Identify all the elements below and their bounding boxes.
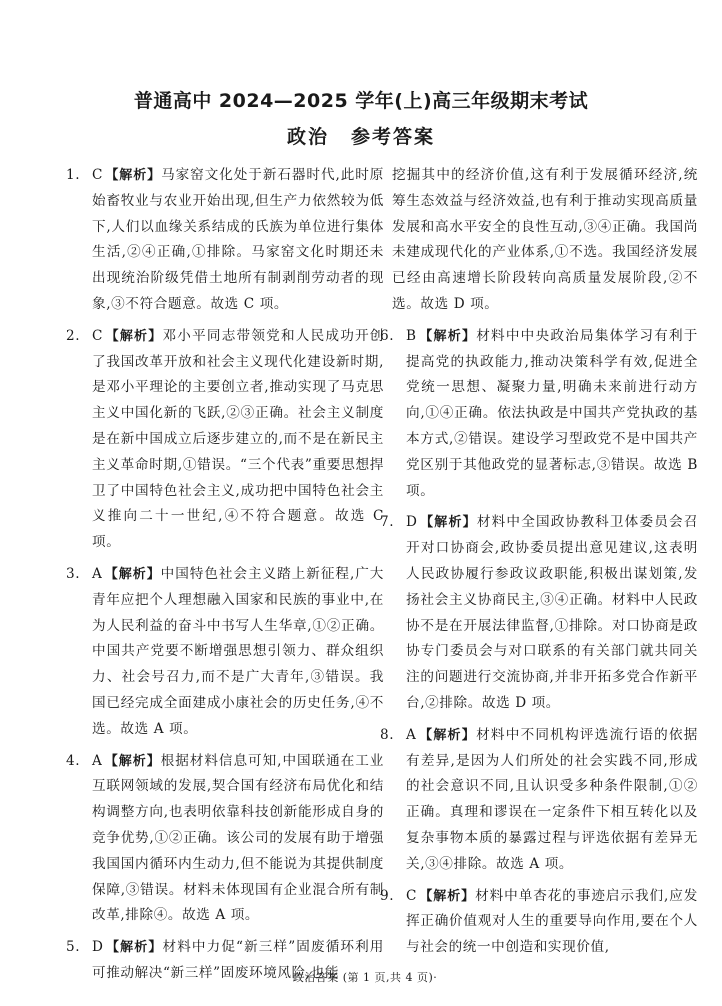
question-number: 3. [66,565,81,582]
analysis-tag: 【解析】 [419,888,476,904]
answer-item [380,884,698,961]
answer-letter: C [406,887,418,904]
question-number: 6. [380,327,395,344]
question-number: 4. [66,752,81,769]
answer-letter: A [92,752,103,769]
question-number: 7. [380,514,395,531]
question-number: 9. [380,887,395,904]
analysis-tag: 【解析】 [418,328,477,344]
analysis-tag: 【解析】 [105,328,163,344]
answer-item [66,324,385,556]
question-number: 1. [66,167,81,183]
answer-item [66,749,385,930]
answer-letter: D [406,514,418,531]
page-footer: · 政治答案 (第 1 页,共 4 页)· [284,971,438,984]
question-number: 8. [380,726,395,743]
answer-letter: B [406,327,417,344]
analysis-tag: 【解析】 [418,727,477,743]
answer-item [392,163,698,318]
right-column [380,163,699,967]
analysis-tag: 【解析】 [419,515,477,531]
page-subtitle [0,122,722,149]
question-number: 2. [66,327,81,344]
analysis-tag: 【解析】 [104,566,161,582]
answer-item [66,163,384,318]
explanation-text: 马家窑文化处于新石器时代,此时原始畜牧业与农业开始出现,但生产力依然较为低下,人们以血缘关系结成的氏族为单位进行集体生活,②④正确,①排除。马家窑文化时期还未出现统治阶级凭借土地所有制剥削劳动者的现象,③不符合题意。故选 C 项。 [92,167,384,312]
question-number: 5. [66,939,81,956]
answer-letter: A [406,726,417,743]
analysis-tag: 【解析】 [105,940,163,956]
answer-letter: D [92,939,104,956]
explanation-text: 挖掘其中的经济价值,这有利于发展循环经济,统筹生态效益与经济效益,也有利于推动实现高质量发展和高水平安全的良性互动,③④正确。我国尚未建成现代化的产业体系,①不选。我国经济发展已经由高速增长阶段转向高质量发展阶段,②不选。故选 D 项。 [392,167,698,312]
left-column [66,163,385,993]
explanation-text: 材料中中央政治局集体学习有利于提高党的执政能力,推动决策科学有效,促进全党统一思想、凝聚力量,明确未来前进行动方向,①④正确。依法执政是中国共产党执政的基本方式,②错误。建设学习型政党不是中国共产党区别于其他政党的显著标志,③错误。故选 B 项。 [406,327,699,499]
answer-item [380,723,699,878]
explanation-text: 根据材料信息可知,中国联通在工业互联网领域的发展,契合国有经济布局优化和结构调整方向,也表明依靠科技创新能形成自身的竞争优势,①②正确。该公司的发展有助于增强我国国内循环内生动力,但不能说为其提供制度保障,③错误。材料未体现国有企业混合所有制改革,排除④。故选 A 项。 [92,752,385,924]
explanation-text: 材料中全国政协教科卫体委员会召开对口协商会,政协委员提出意见建议,这表明人民政协履行参政议政职能,积极出谋划策,发扬社会主义协商民主,③④正确。材料中人民政协不是在开展法律监督,①排除。对口协商是政协专门委员会与对口联系的有关部门就共同关注的问题进行交流协商,并非开拓多党合作新平台,②排除。故选 D 项。 [406,514,699,711]
subtitle-label: 参考答案 [351,126,436,148]
answer-letter: A [92,565,103,582]
analysis-tag: 【解析】 [104,753,161,769]
page-title: 普通高中 2024—2025 学年(上)高三年级期末考试 [133,90,589,112]
explanation-text: 邓小平同志带领党和人民成功开创了我国改革开放和社会主义现代化建设新时期,是邓小平理论的主要创立者,推动实现了马克思主义中国化新的飞跃,②③正确。社会主义制度是在新中国成立后逐步建立的,而不是在新民主主义革命时期,①错误。“三个代表”重要思想捍卫了中国特色社会主义,成功把中国特色社会主义推向二十一世纪,④不符合题意。故选 C 项。 [92,327,385,551]
answer-item [66,562,385,743]
explanation-text: 中国特色社会主义踏上新征程,广大青年应把个人理想融入国家和民族的事业中,在为人民利益的奋斗中书写人生华章,①②正确。中国共产党要不断增强思想引领力、群众组织力、社会号召力,而不是广大青年,③错误。我国已经完成全面建成小康社会的历史任务,④不选。故选 A 项。 [92,565,385,737]
answer-item [380,324,699,505]
answer-letter: C [92,327,104,344]
analysis-tag: 【解析】 [105,168,162,183]
explanation-text: 材料中力促“新三样”固废循环利用可推动解决“新三样”固废环境风险,也能 [92,939,385,981]
answer-item [380,510,699,716]
explanation-text: 材料中不同机构评选流行语的依据有差异,是因为人们所处的社会实践不同,形成的社会意识不同,且认识受多种条件限制,①②正确。真理和谬误在一定条件下相互转化以及复杂事物本质的暴露过程与评选依据有差异无关,③④排除。故选 A 项。 [406,726,699,872]
subject-label: 政治 [286,126,329,148]
explanation-text: 材料中单杏花的事迹启示我们,应发挥正确价值观对人生的重要导向作用,要在个人与社会的统一中创造和实现价值, [406,887,698,956]
answer-letter: C [92,167,104,183]
